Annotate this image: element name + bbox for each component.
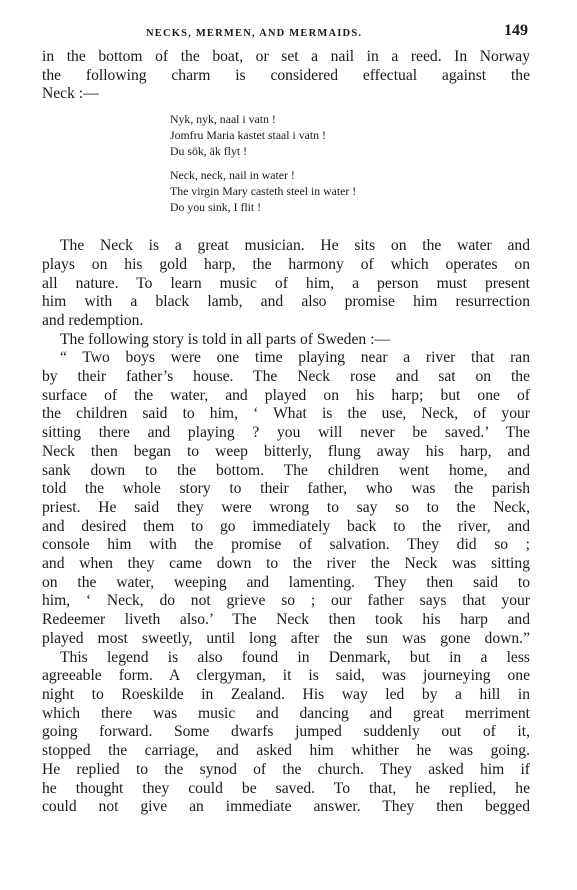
verse-line: Neck, neck, nail in water ! (170, 168, 295, 183)
text-line: sitting there and playing ? you will never be saved.’ The (42, 424, 530, 442)
text-line: agreeable form. A clergyman, it is said, was journeying one (42, 667, 530, 685)
text-line: priest. He said they were wrong to say so to the Neck, (42, 498, 530, 516)
text-line: told the whole story to their father, who was the parish (42, 480, 530, 498)
text-line: in the bottom of the boat, or set a nail in a reed. In Norway (42, 48, 530, 65)
section-gap (42, 215, 530, 237)
text-line: This legend is also found in Denmark, but in a less (60, 648, 530, 666)
intro-paragraph (42, 48, 530, 104)
text-line: on the water, weeping and lamenting. They then said to (42, 573, 530, 591)
text-line: stopped the carriage, and asked him whither he was going. (42, 742, 530, 760)
text-line: Redeemer liveth also.’ The Neck then took his harp and (42, 611, 530, 629)
text-line: by their father’s house. The Neck rose and sat on the (42, 368, 530, 386)
text-line: him with a black lamb, and also promise him resurrection (42, 293, 530, 311)
text-line: him, ‘ Neck, do not grieve so ; our father says that your (42, 592, 530, 610)
text-line: Neck then began to weep bitterly, flung away his harp, and (42, 442, 530, 460)
text-line: the children said to him, ‘ What is the use, Neck, of your (42, 405, 530, 423)
book-page (42, 22, 530, 817)
text-line: and when they came down to the river the Neck was sitting (42, 555, 530, 573)
text-line: and desired them to go immediately back to the river, and (42, 517, 530, 535)
text-line: surface of the water, and played on his harp; but one of (42, 386, 530, 404)
charm-english (170, 167, 530, 215)
text-line: the following charm is considered effectual against the (42, 66, 530, 84)
charm-verse (170, 111, 530, 215)
text-line: night to Roeskilde in Zealand. His way led by a hill in (42, 685, 530, 703)
text-line: Neck :— (42, 85, 99, 103)
text-line: The Neck is a great musician. He sits on the water and (60, 237, 530, 255)
page-number: 149 (504, 22, 528, 39)
text-line: “ Two boys were one time playing near a river that ran (60, 349, 530, 367)
verse-line: The virgin Mary casteth steel in water ! (170, 184, 357, 199)
body-text (42, 237, 530, 817)
page-header (42, 22, 530, 48)
text-line: sank down to the bottom. The children went home, and (42, 461, 530, 479)
text-line: The following story is told in all parts of Sweden :— (60, 330, 391, 348)
text-line: all nature. To learn music of him, a person must present (42, 274, 530, 292)
text-line: which there was music and dancing and great merriment (42, 704, 530, 722)
text-line: console him with the promise of salvation. They did so ; (42, 536, 530, 554)
text-line: going forward. Some dwarfs jumped suddenly out of it, (42, 723, 530, 741)
verse-line: Do you sink, I flit ! (170, 200, 262, 215)
text-line: and redemption. (42, 311, 144, 329)
running-head: NECKS, MERMEN, AND MERMAIDS. (146, 28, 363, 39)
text-line: He replied to the synod of the church. They asked him if (42, 760, 530, 778)
text-line: plays on his gold harp, the harmony of which operates on (42, 255, 530, 273)
verse-line: Du sök, äk flyt ! (170, 144, 247, 159)
charm-norwegian (170, 111, 530, 159)
text-line: could not give an immediate answer. They then begged (42, 798, 530, 816)
text-line: he thought they could be saved. To that, he replied, he (42, 779, 530, 797)
verse-line: Nyk, nyk, naal i vatn ! (170, 112, 276, 127)
verse-line: Jomfru Maria kastet staal i vatn ! (170, 128, 326, 143)
text-line: played most sweetly, until long after the sun was gone down.” (42, 629, 530, 647)
stanza-gap (170, 159, 530, 167)
